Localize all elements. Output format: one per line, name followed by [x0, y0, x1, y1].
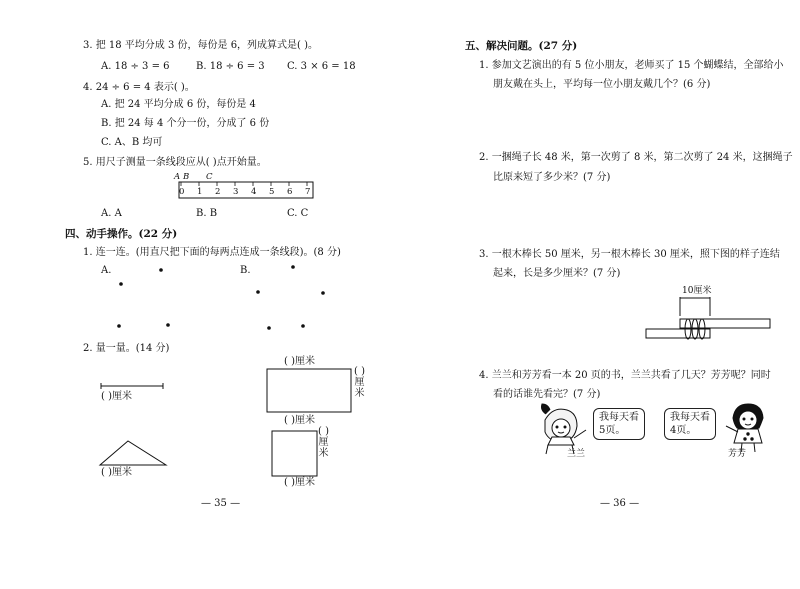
section5-q4-line1: 4. 兰兰和芳芳看一本 20 页的书，兰兰共看了几天？芳芳呢？同时 — [479, 370, 771, 381]
ruler-tick-1: 1 — [197, 187, 203, 197]
square-top-blank: ( )厘米 — [284, 415, 315, 426]
speech-bubble-lanlan — [593, 408, 645, 440]
ruler-tick-0: 0 — [179, 187, 185, 197]
q3-stem: 3. 把 18 平均分成 3 份，每份是 6，列成算式是( )。 — [83, 40, 319, 51]
square-side-blank: ( )厘米 — [318, 426, 329, 459]
girl-fangfang-illustration — [726, 404, 763, 452]
rect-top-blank: ( )厘米 — [284, 356, 315, 367]
ruler-tick-6: 6 — [287, 187, 293, 197]
bubble-fangfang-line1: 我每天看 — [670, 412, 710, 423]
q5-option-a: A. A — [101, 208, 122, 219]
sticks-figure — [646, 297, 770, 339]
ruler-tick-2: 2 — [215, 187, 221, 197]
q3-option-b: B. 18 ÷ 6 = 3 — [196, 61, 265, 72]
section5-q2-line2: 比原来短了多少米？(7 分) — [493, 172, 611, 183]
q3-option-c: C. 3 × 6 = 18 — [287, 61, 356, 72]
q4-stem: 4. 24 ÷ 6 = 4 表示( )。 — [83, 82, 195, 93]
bubble-lanlan-line2: 5页。 — [599, 425, 626, 436]
ruler-tick-3: 3 — [233, 187, 239, 197]
ruler-tick-4: 4 — [251, 187, 257, 197]
q4-option-c: C. A、B 均可 — [101, 137, 163, 148]
q5-option-b: B. B — [196, 208, 218, 219]
page-number-right: — 36 — — [600, 498, 640, 509]
section4-heading: 四、动手操作。(22 分) — [65, 228, 178, 240]
section5-q1-line1: 1. 参加文艺演出的有 5 位小朋友，老师买了 15 个蝴蝶结，全部给小 — [479, 60, 784, 71]
ruler-label-a: A — [174, 172, 181, 182]
section5-q1-line2: 朋友戴在头上，平均每一位小朋友戴几个？(6 分) — [493, 79, 711, 90]
name-lanlan: 兰兰 — [567, 449, 586, 459]
q5-option-c: C. C — [287, 208, 309, 219]
section5-q3-line1: 3. 一根木棒长 50 厘米，另一根木棒长 30 厘米，照下图的样子连结 — [479, 249, 780, 260]
name-fangfang: 芳芳 — [728, 449, 747, 459]
bubble-fangfang-line2: 4页。 — [670, 425, 697, 436]
triangle-to-measure — [100, 441, 166, 465]
ruler-label-b: B — [183, 172, 190, 182]
rectangle-to-measure — [267, 369, 351, 412]
connect-label-b: B. — [240, 265, 251, 276]
square-to-measure — [272, 431, 317, 476]
overlap-label: 10厘米 — [682, 286, 712, 296]
q5-stem: 5. 用尺子测量一条线段应从( )点开始量。 — [83, 157, 267, 168]
q3-option-a: A. 18 ÷ 3 = 6 — [101, 61, 170, 72]
triangle-blank: ( )厘米 — [101, 467, 132, 478]
section5-heading: 五、解决问题。(27 分) — [465, 40, 578, 52]
section4-q2-stem: 2. 量一量。(14 分) — [83, 343, 170, 354]
rect-side-blank: ( )厘米 — [354, 366, 365, 399]
connect-dots — [117, 265, 325, 330]
ruler-label-c: C — [206, 172, 213, 182]
q4-option-a: A. 把 24 平均分成 6 份，每份是 4 — [101, 99, 256, 110]
section5-q4-line2: 看的话谁先看完？(7 分) — [493, 389, 601, 400]
section5-q2-line1: 2. 一捆绳子长 48 米，第一次剪了 8 米，第二次剪了 24 米，这捆绳子 — [479, 152, 793, 163]
square-bottom-blank: ( )厘米 — [284, 477, 315, 488]
connect-label-a: A. — [101, 265, 112, 276]
section4-q1-stem: 1. 连一连。(用直尺把下面的每两点连成一条线段)。(8 分) — [83, 247, 341, 258]
segment-blank: ( )厘米 — [101, 391, 132, 402]
ruler-tick-5: 5 — [269, 187, 275, 197]
section5-q3-line2: 起来，长是多少厘米？(7 分) — [493, 268, 621, 279]
q4-option-b: B. 把 24 每 4 个分一份，分成了 6 份 — [101, 118, 270, 129]
bubble-lanlan-line1: 我每天看 — [599, 412, 639, 423]
ruler-tick-7: 7 — [305, 187, 311, 197]
page-number-left: — 35 — — [201, 498, 241, 509]
speech-bubble-fangfang — [664, 408, 716, 440]
